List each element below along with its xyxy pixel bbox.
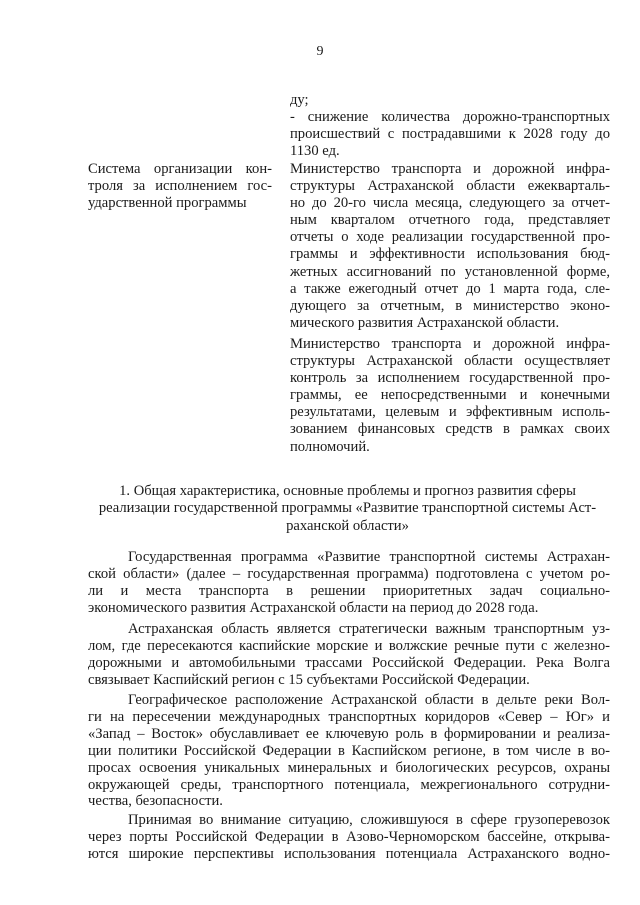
text-line: 1130 ед. — [290, 143, 340, 160]
body-paragraph — [88, 692, 610, 810]
text-line: «Запад – Восток» обуславливает ее ключевую роль в формировании и реализа- — [88, 725, 610, 742]
text-line: ской области» (далее – государственная программа) подготовлена с учетом ро- — [88, 565, 610, 582]
text-line: граммы и эффективности использования бюд- — [290, 246, 610, 263]
text-line: окружающей среды, транспортного потенциала, межрегионального сотрудни- — [88, 776, 610, 793]
top-continuation — [290, 92, 610, 160]
text-line: мического развития Астраханской области. — [290, 314, 560, 331]
label-line: троля за исполнением гос- — [88, 178, 272, 195]
control-system-label — [88, 161, 272, 212]
text-line: а также ежегодный отчет до 1 марта года, сле- — [290, 280, 610, 297]
text-line: граммы, ее непосредственными и конечными — [290, 387, 610, 404]
text-line: Министерство транспорта и дорожной инфра- — [290, 161, 610, 177]
text-line: Астраханская область является стратегически важным транспортным уз- — [128, 621, 610, 637]
text-line: дорожными и автомобильными трассами Российской Федерации. Река Волга — [88, 654, 610, 671]
text-line: ли и места транспорта в решении приоритетных задач социально- — [88, 582, 610, 599]
body-paragraph — [88, 812, 610, 863]
page-number: 9 — [316, 44, 324, 59]
text-line: структуры Астраханской области ежекварталь- — [290, 178, 610, 195]
text-line: полномочий. — [290, 438, 370, 455]
text-line: Географическое расположение Астраханской области в дельте реки Вол- — [128, 692, 610, 708]
text-line: - снижение количества дорожно-транспортных — [290, 109, 610, 126]
text-line: отчеты о ходе реализации государственной про- — [290, 229, 610, 246]
heading-line: 1. Общая характеристика, основные проблемы и прогноз развития сферы — [119, 483, 576, 499]
text-line: Министерство транспорта и дорожной инфра- — [290, 336, 610, 352]
text-line: но до 20-го числа месяца, следующего за отчет- — [290, 195, 610, 212]
text-line: происшествий с пострадавшими к 2028 году до — [290, 126, 610, 143]
text-line: ным кварталом отчетного года, представляет — [290, 212, 610, 229]
text-line: структуры Астраханской области осуществляет — [290, 353, 610, 370]
text-line: связывает Каспийский регион с 15 субъектами Российской Федерации. — [88, 671, 530, 688]
section-heading — [85, 483, 610, 535]
text-line: просах освоения уникальных минеральных и биологических ресурсов, охраны — [88, 759, 610, 776]
text-line: ду; — [290, 92, 309, 108]
text-line: Государственная программа «Развитие транспортной системы Астрахан- — [128, 549, 610, 565]
control-system-paragraph-1 — [290, 161, 610, 332]
heading-line: раханской области» — [286, 517, 409, 534]
text-line: жетных ассигнований по установленной форме, — [290, 263, 610, 280]
body-paragraph — [88, 549, 610, 617]
body-paragraph — [88, 621, 610, 689]
text-line: Принимая во внимание ситуацию, сложившуюся в сфере грузоперевозок — [128, 812, 610, 828]
label-line: ударственной программы — [88, 195, 247, 212]
text-line: результатами, целевым и эффективным исполь- — [290, 404, 610, 421]
text-line: ги на пересечении международных транспортных коридоров «Север – Юг» и — [88, 708, 610, 725]
text-line: лом, где пересекаются каспийские морские и волжские речные пути с железно- — [88, 637, 610, 654]
text-line: ются широкие перспективы использования потенциала Астраханского водно- — [88, 845, 610, 862]
control-system-paragraph-2 — [290, 336, 610, 456]
text-line: чества, безопасности. — [88, 793, 223, 810]
heading-line: реализации государственной программы «Развитие транспортной системы Аст- — [98, 500, 597, 517]
text-line: через порты Российской Федерации в Азово-Черноморском бассейне, открыва- — [88, 828, 610, 845]
label-line: Система организации кон- — [88, 161, 272, 177]
text-line: ции политики Российской Федерации в Каспийском регионе, в том числе в во- — [88, 742, 610, 759]
text-line: экономического развития Астраханской области на период до 2028 года. — [88, 599, 539, 616]
text-line: дующего за отчетным, в министерство эконо- — [290, 297, 610, 314]
text-line: зованием финансовых средств в рамках своих — [290, 421, 610, 438]
text-line: контроль за исполнением государственной про- — [290, 370, 610, 387]
